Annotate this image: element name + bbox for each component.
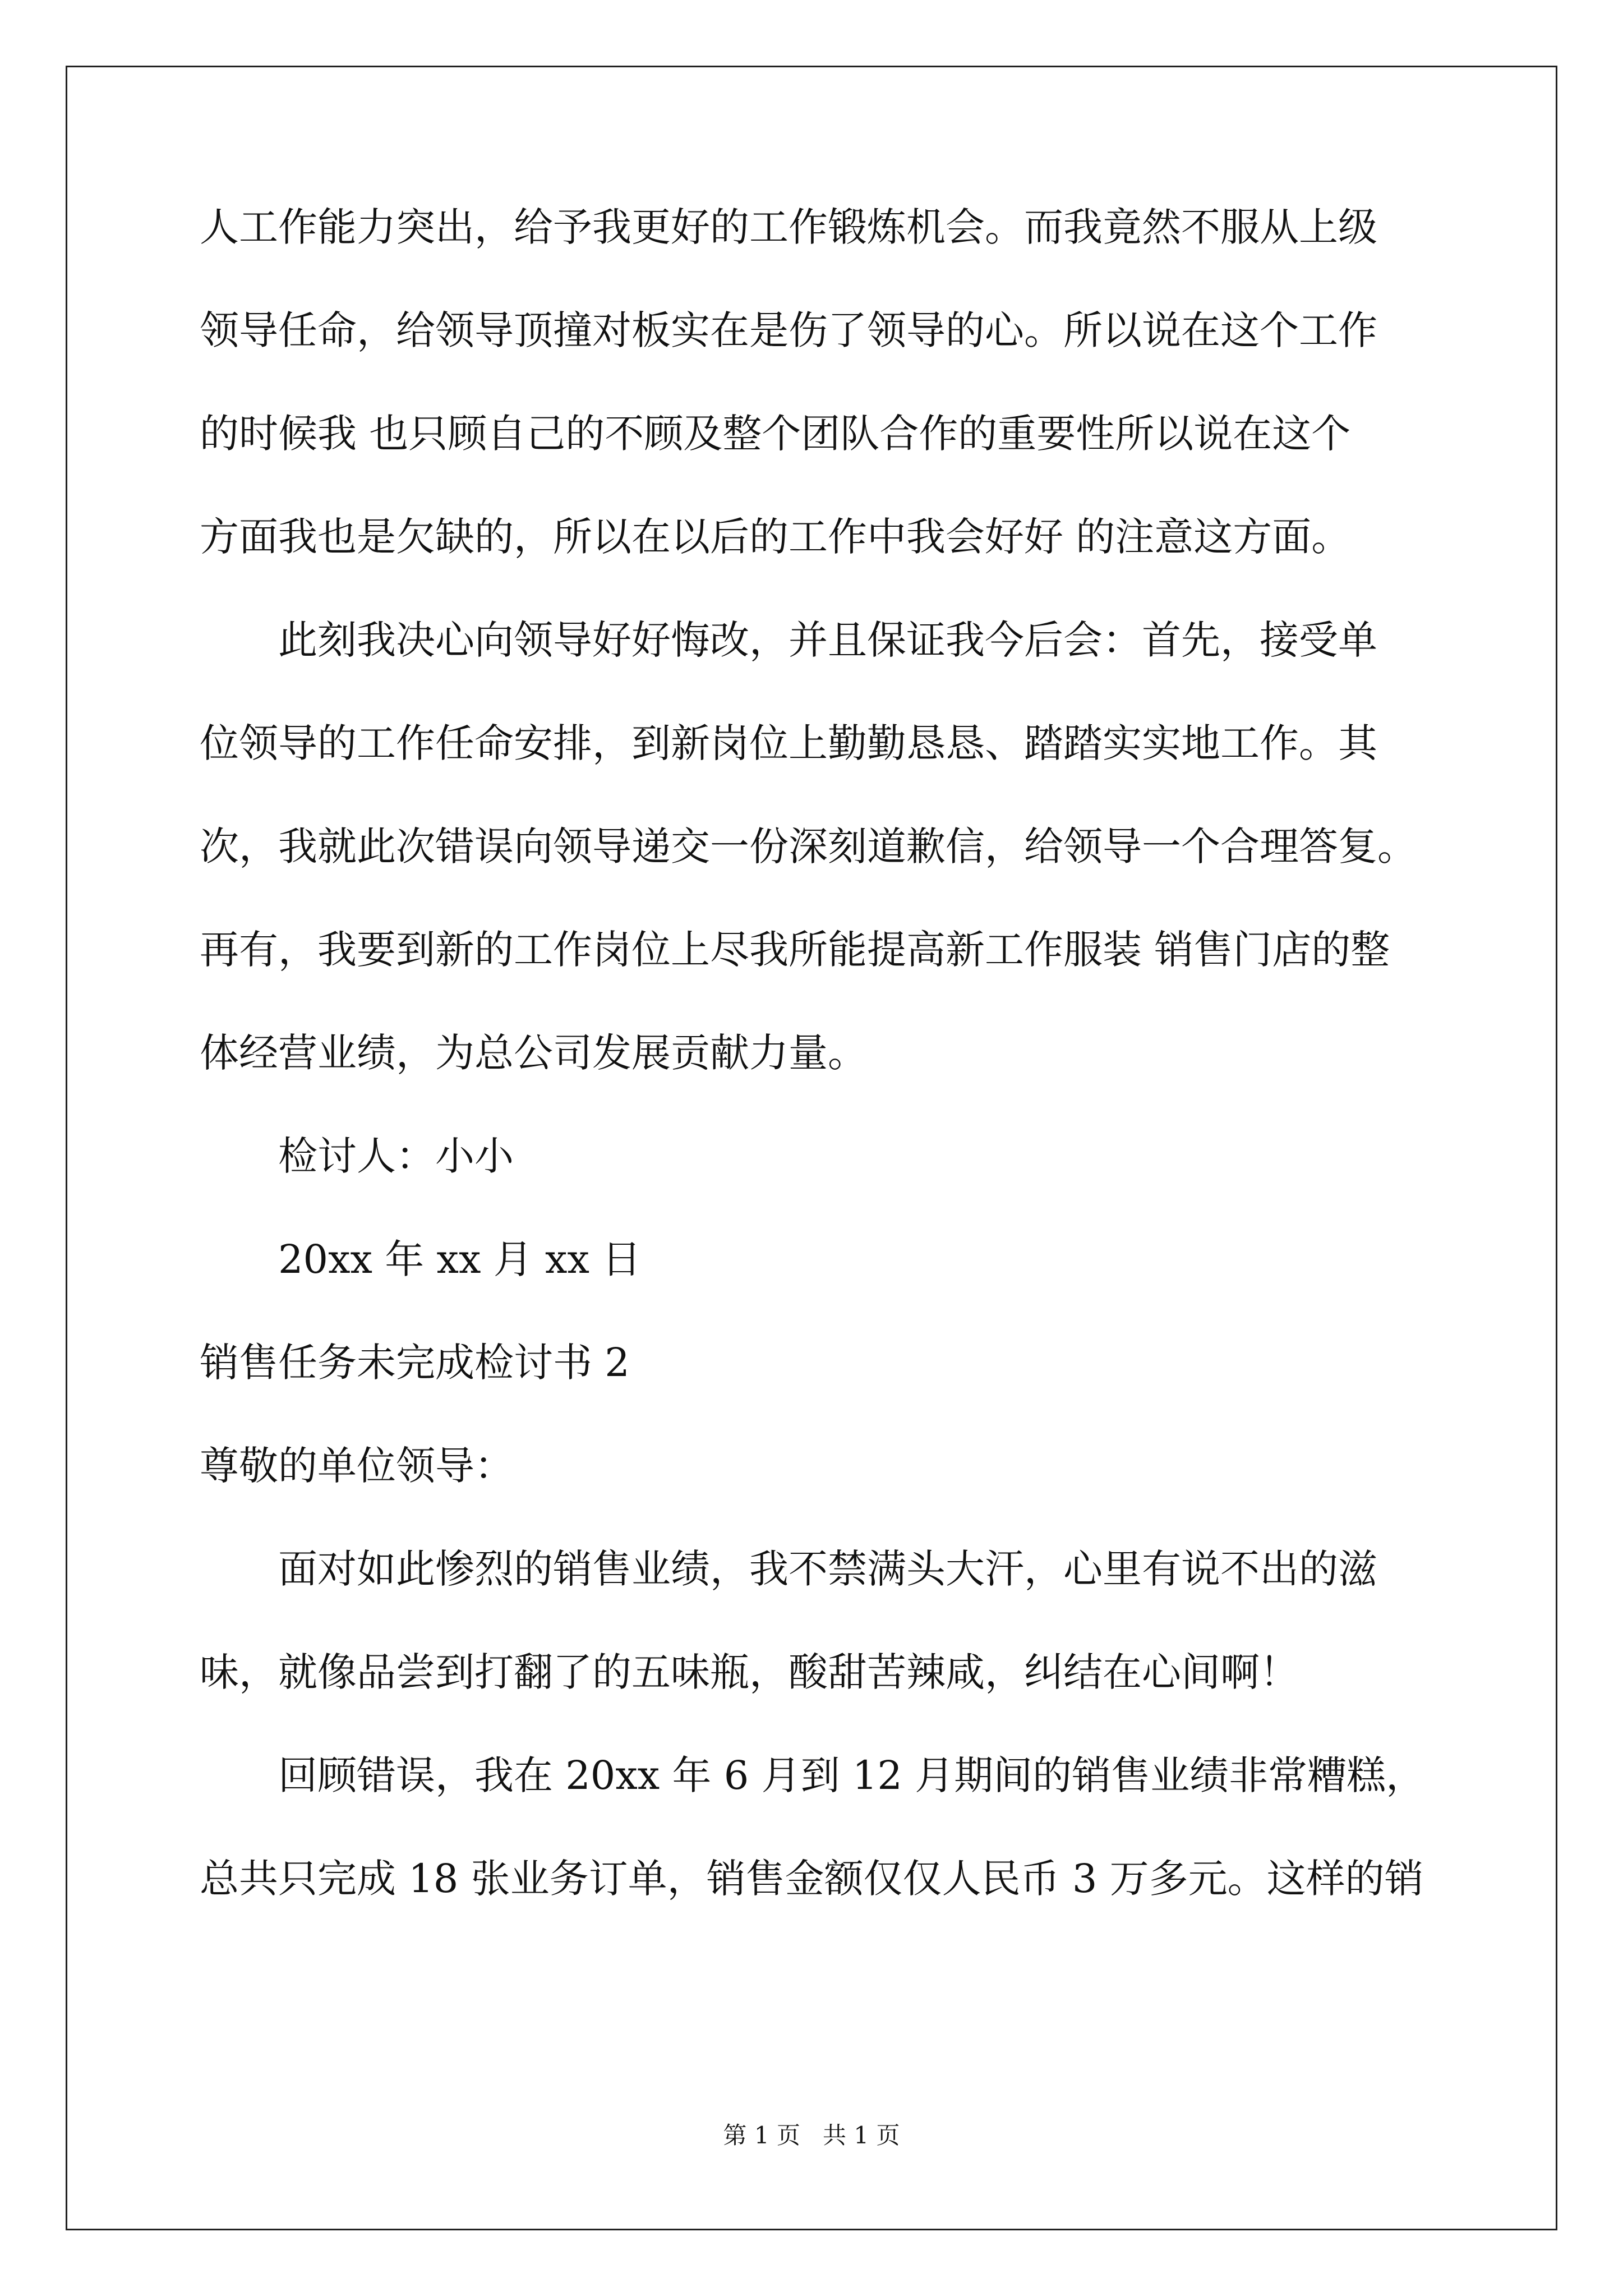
body-line-7: 次，我就此次错误向领导递交一份深刻道歉信，给领导一个合理答复。 <box>200 823 1417 869</box>
body-line-6: 位领导的工作任命安排，到新岗位上勤勤恳恳、踏踏实实地工作。其 <box>200 720 1377 766</box>
body-line-15: 味，就像品尝到打翻了的五味瓶，酸甜苦辣咸，纠结在心间啊！ <box>200 1649 1299 1695</box>
body-line-9: 体经营业绩，为总公司发展贡献力量。 <box>200 1030 867 1076</box>
signature-line: 检讨人：小小 <box>278 1133 514 1179</box>
salutation: 尊敬的单位领导： <box>200 1443 514 1489</box>
body-line-14: 面对如此惨烈的销售业绩，我不禁满头大汗，心里有说不出的滋 <box>278 1546 1377 1592</box>
body-line-17: 总共只完成 18 张业务订单，销售金额仅仅人民币 3 万多元。这样的销 <box>200 1856 1424 1902</box>
body-line-3: 的时候我 也只顾自己的不顾及整个团队合作的重要性所以说在这个 <box>200 411 1351 457</box>
body-line-5: 此刻我决心向领导好好悔改，并且保证我今后会：首先，接受单 <box>278 617 1377 663</box>
body-line-4: 方面我也是欠缺的，所以在以后的工作中我会好好 的注意这方面。 <box>200 514 1351 560</box>
date-line: 20xx 年 xx 月 xx 日 <box>278 1236 642 1282</box>
body-line-8: 再有，我要到新的工作岗位上尽我所能提高新工作服装 销售门店的整 <box>200 927 1390 973</box>
body-line-2: 领导任命，给领导顶撞对板实在是伤了领导的心。所以说在这个工作 <box>200 307 1377 353</box>
document-body <box>200 204 1433 1962</box>
page-footer: 第 1 页 共 1 页 <box>723 2122 900 2149</box>
section-title: 销售任务未完成检讨书 2 <box>200 1340 630 1386</box>
body-line-1: 人工作能力突出，给予我更好的工作锻炼机会。而我竟然不服从上级 <box>200 204 1377 250</box>
body-line-16: 回顾错误，我在 20xx 年 6 月到 12 月期间的销售业绩非常糟糕， <box>278 1752 1426 1798</box>
